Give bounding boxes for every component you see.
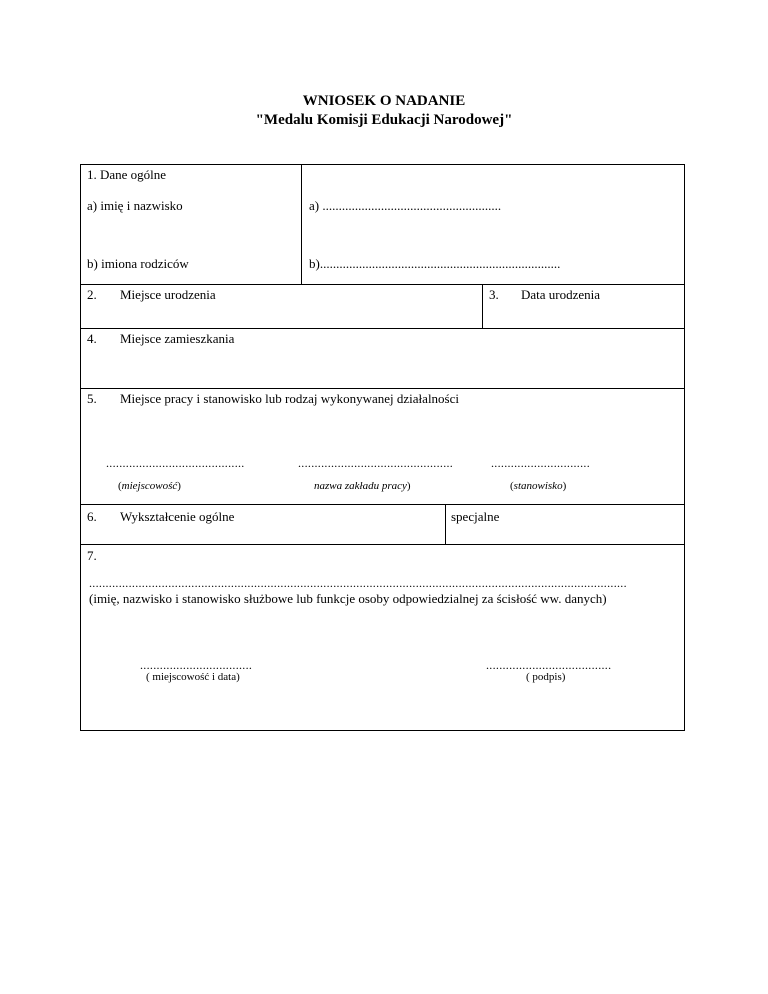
signature-dots[interactable]: ......................................: [486, 659, 612, 671]
caption-open-paren: (: [510, 480, 514, 492]
section3-number: 3.: [489, 287, 499, 302]
form-border-right: [684, 164, 685, 730]
section5-number: 5.: [87, 391, 97, 406]
form-border-left: [80, 164, 81, 730]
place-date-dots[interactable]: ..................................: [140, 659, 253, 671]
section6-divider: [445, 504, 446, 544]
name-label: a) imię i nazwisko: [87, 198, 183, 213]
workplace-name-caption: [314, 480, 411, 493]
caption-close-paren: ): [177, 480, 181, 492]
signature-caption: ( podpis): [526, 671, 566, 683]
responsible-person-caption: (imię, nazwisko i stanowisko służbowe lub funkcje osoby odpowiedzialnej za ścisłość ww. danych): [89, 591, 607, 606]
section2-number: 2.: [87, 287, 97, 302]
row-divider-5: [80, 544, 684, 545]
form-title: WNIOSEK O NADANIE: [302, 93, 466, 109]
row-divider-3: [80, 388, 684, 389]
workplace-position-caption: [510, 480, 566, 493]
caption-workplace-text: nazwa zakładu pracy: [314, 480, 407, 492]
workplace-position-dots[interactable]: ..............................: [491, 457, 590, 469]
parents-names-field[interactable]: b)..........................................................................: [309, 256, 561, 271]
general-education-label: Wykształcenie ogólne: [120, 509, 235, 524]
caption-town-text: miejscowość: [121, 480, 178, 492]
row-divider-4: [80, 504, 684, 505]
birthdate-label: Data urodzenia: [521, 287, 601, 302]
section7-number: 7.: [87, 548, 97, 563]
residence-label: Miejsce zamieszkania: [120, 331, 235, 346]
responsible-person-dots[interactable]: ...................................................................................................................................................................: [89, 577, 627, 589]
workplace-label: Miejsce pracy i stanowisko lub rodzaj wykonywanej działalności: [120, 391, 459, 406]
section6-number: 6.: [87, 509, 97, 524]
row-divider-1: [80, 284, 684, 285]
section1-heading: 1. Dane ogólne: [87, 167, 167, 182]
caption-close-paren: ): [406, 480, 411, 492]
workplace-town-dots[interactable]: ..........................................: [106, 457, 245, 469]
caption-open-paren: (: [118, 480, 122, 492]
special-education-label: specjalne: [451, 509, 500, 524]
caption-close-paren: ): [562, 480, 567, 492]
form-subtitle: "Medalu Komisji Edukacji Narodowej": [255, 112, 513, 128]
row-divider-2: [80, 328, 684, 329]
workplace-town-caption: [118, 480, 181, 493]
form-border-top: [80, 164, 684, 165]
application-form: [80, 164, 684, 730]
workplace-name-dots[interactable]: ...............................................: [298, 457, 454, 469]
name-field[interactable]: a) .......................................................: [309, 198, 502, 213]
parents-names-label: b) imiona rodziców: [87, 256, 189, 271]
place-date-caption: ( miejscowość i data): [146, 671, 240, 683]
caption-position-text: stanowisko: [513, 480, 563, 492]
section4-number: 4.: [87, 331, 97, 346]
section2-3-divider: [482, 284, 483, 328]
form-border-bottom: [80, 730, 685, 731]
section1-divider: [301, 164, 302, 284]
birthplace-label: Miejsce urodzenia: [120, 287, 216, 302]
